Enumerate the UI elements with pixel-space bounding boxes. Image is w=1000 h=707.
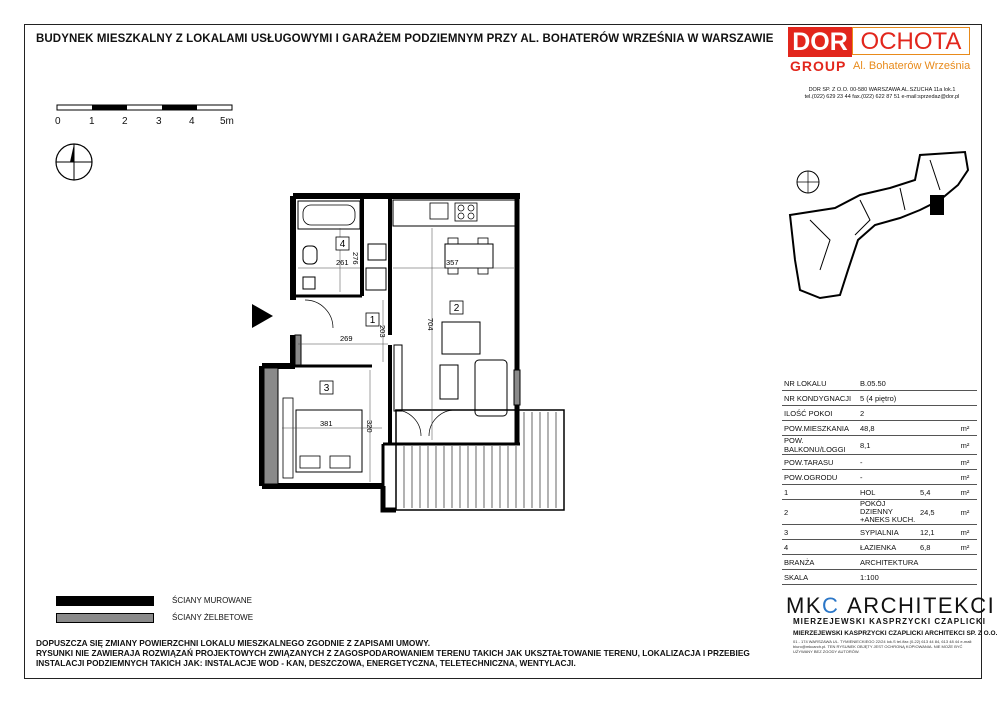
- cell-room-nr: 3: [782, 525, 858, 540]
- scale-tick-3: 3: [156, 116, 162, 127]
- cell-value: 5 (4 piętro): [858, 391, 953, 406]
- architect-fine-print: 01 - 174 WARSZAWA UL. TYMIENIECKIEGO 22/24 lok.S tel./fax (0-22) 613 44 84, 613 48 44 e-mail: biuro@mkcarch.pl. TEN RYSUNEK OBJĘTY JEST OCHRONĄ KOPIOWANIA. NIE MOŻE BYĆ UŻYWANY BEZ ZGODY AUTORÓW.: [793, 639, 973, 654]
- cell-label: POW.TARASU: [782, 455, 858, 470]
- dim-704: 704: [426, 318, 435, 331]
- developer-address: [792, 87, 972, 101]
- cell-value: -: [858, 455, 953, 470]
- cell-unit: m²: [953, 470, 977, 485]
- cell-value: 48,8: [858, 421, 953, 436]
- cell-value: ARCHITEKTURA: [858, 555, 953, 570]
- cell-label: NR KONDYGNACJI: [782, 391, 858, 406]
- unit-info-table: [782, 376, 977, 585]
- scale-tick-2: 2: [122, 116, 128, 127]
- architect-company: MIERZEJEWSKI KASPRZYCKI CZAPLICKI ARCHITEKCI SP. Z O.O.: [793, 630, 998, 637]
- dim-357: 357: [446, 258, 459, 267]
- cell-unit: m²: [953, 436, 977, 455]
- cell-unit: m²: [953, 421, 977, 436]
- cell-room-name: ŁAZIENKA: [858, 540, 918, 555]
- dim-203: 203: [378, 325, 387, 338]
- cell-value: 2: [858, 406, 953, 421]
- cell-value: -: [858, 470, 953, 485]
- cell-label: POW. BALKONU/LOGGI: [782, 436, 858, 455]
- cell-room-area: 12,1: [918, 525, 953, 540]
- table-row: [782, 455, 977, 470]
- cell-room-name: SYPIALNIA: [858, 525, 918, 540]
- table-row: [782, 470, 977, 485]
- cell-label: ILOŚĆ POKOI: [782, 406, 858, 421]
- key-plan-north-icon: [797, 171, 819, 193]
- room-number-1: 1: [369, 315, 376, 326]
- logo-group: GROUP: [790, 58, 847, 74]
- logo-ochota: OCHOTA: [852, 27, 970, 55]
- table-row: [782, 500, 977, 525]
- scale-tick-1: 1: [89, 116, 95, 127]
- scale-tick-0: 0: [55, 116, 61, 127]
- key-plan: [780, 140, 980, 300]
- address-line-1: DOR SP. Z O.O. 00-580 WARSZAWA AL.SZUCHA 11a lok.1: [808, 87, 956, 93]
- cell-room-name: HOL: [858, 485, 918, 500]
- architect-logo: [786, 593, 995, 619]
- cell-value: 1:100: [858, 570, 953, 585]
- cell-value: B.05.50: [858, 376, 953, 391]
- cell-value: 8,1: [858, 436, 953, 455]
- table-row: [782, 391, 977, 406]
- entrance-arrow-icon: [252, 304, 273, 328]
- room-number-2: 2: [453, 303, 460, 314]
- key-plan-unit-marker: [930, 195, 944, 215]
- floor-plan: [0, 0, 600, 540]
- table-row: [782, 376, 977, 391]
- dim-320: 320: [365, 420, 374, 433]
- cell-unit: m²: [953, 540, 977, 555]
- legend-swatch-zelbetowe: [56, 613, 154, 623]
- cell-unit: m²: [953, 525, 977, 540]
- cell-unit: m²: [953, 455, 977, 470]
- architect-names: MIERZEJEWSKI KASPRZYCKI CZAPLICKI: [793, 617, 987, 626]
- table-row: [782, 570, 977, 585]
- cell-room-area: 24,5: [918, 500, 953, 525]
- table-row: [782, 436, 977, 455]
- cell-label: SKALA: [782, 570, 858, 585]
- address-line-2: tel.(022) 629 23 44 fax.(022) 622 87 51 e-mail:sprzedaz@dor.pl: [804, 94, 960, 100]
- cell-label: BRANŻA: [782, 555, 858, 570]
- cell-label: POW.OGRODU: [782, 470, 858, 485]
- table-row: [782, 540, 977, 555]
- dim-276: 276: [351, 252, 360, 265]
- dim-261: 261: [336, 258, 349, 267]
- note-line-1: DOPUSZCZA SIĘ ZMIANY POWIERZCHNI LOKALU MIESZKALNEGO ZGODNIE Z ZAPISAMI UMOWY.: [36, 638, 431, 648]
- table-row: [782, 485, 977, 500]
- architect-logo-mk: MK: [786, 593, 822, 618]
- cell-room-area: 6,8: [918, 540, 953, 555]
- note-line-3: INSTALACJI PODZIEMNYCH TAKICH JAK: INSTALACJE WOD - KAN, DESZCZOWA, ENERGETYCZNA, TELETECHNICZNA, WENTYLACJI.: [36, 658, 576, 668]
- cell-label: POW.MIESZKANIA: [782, 421, 858, 436]
- cell-room-nr: 2: [782, 500, 858, 525]
- architect-logo-c: C: [822, 593, 840, 618]
- cell-room-area: 5,4: [918, 485, 953, 500]
- cell-label: NR LOKALU: [782, 376, 858, 391]
- cell-room-name: POKÓJ DZIENNY +ANEKS KUCH.: [858, 500, 918, 525]
- dim-269: 269: [340, 334, 353, 343]
- scale-tick-5m: 5m: [220, 116, 234, 127]
- table-row: [782, 555, 977, 570]
- drawing-title: BUDYNEK MIESZKALNY Z LOKALAMI USŁUGOWYMI I GARAŻEM PODZIEMNYM PRZY AL. BOHATERÓW WRZEŚNIA W WARSZAWIE: [36, 33, 774, 45]
- notes: [36, 638, 750, 668]
- table-row: [782, 525, 977, 540]
- legend-murowane: ŚCIANY MUROWANE: [172, 596, 253, 605]
- table-row: [782, 406, 977, 421]
- legend-zelbetowe: ŚCIANY ŻELBETOWE: [172, 613, 254, 622]
- scale-tick-4: 4: [189, 116, 195, 127]
- note-line-2: RYSUNKI NIE ZAWIERAJA ROZWIĄZAŃ PROJEKTOWYCH ZWIĄZANYCH Z ZAGOSPODAROWANIEM TERENU TAKICH JAK UKSZTAŁTOWANIE TERENU, LOKALIZACJA I PRZEBIEG: [36, 648, 750, 658]
- cell-room-nr: 1: [782, 485, 858, 500]
- table-row: [782, 421, 977, 436]
- room-number-3: 3: [323, 383, 330, 394]
- room-number-4: 4: [339, 239, 346, 250]
- logo-location: Al. Bohaterów Września: [853, 60, 971, 72]
- legend-swatch-murowane: [56, 596, 154, 606]
- dim-381: 381: [320, 419, 333, 428]
- cell-unit: m²: [953, 485, 977, 500]
- cell-room-nr: 4: [782, 540, 858, 555]
- cell-unit: m²: [953, 500, 977, 525]
- logo-dor: DOR: [788, 27, 852, 57]
- architect-logo-arch: ARCHITEKCI: [847, 593, 996, 618]
